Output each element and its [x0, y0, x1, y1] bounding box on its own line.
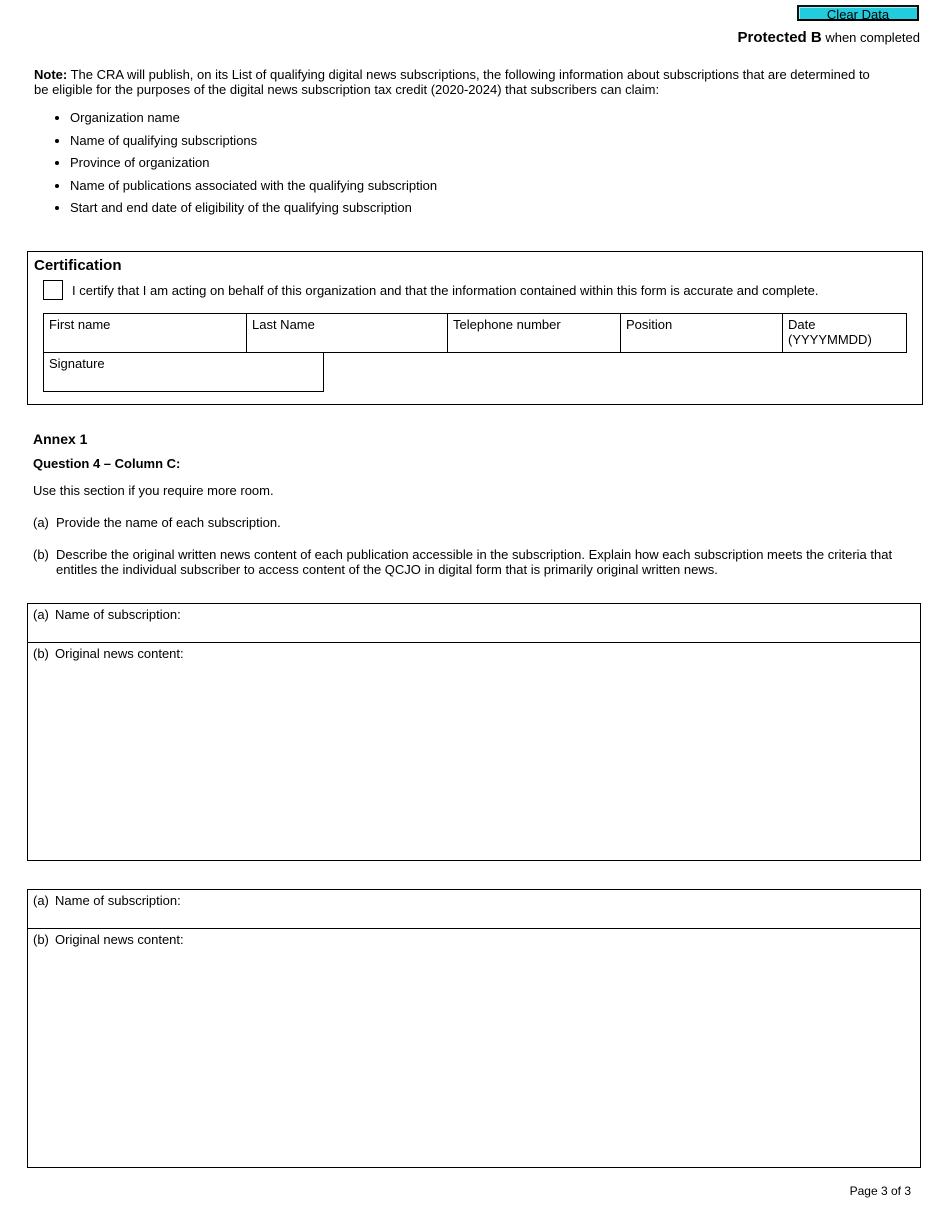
- annex-question: Question 4 – Column C:: [33, 456, 181, 471]
- first-name-label: First name: [49, 317, 111, 332]
- certify-checkbox[interactable]: [43, 280, 63, 300]
- original-news-content-label: (b) Original news content:: [33, 932, 184, 947]
- signature-label: Signature: [49, 356, 105, 371]
- certify-statement: I certify that I am acting on behalf of this organization and that the information contained within this form is accurate and complete.: [72, 283, 819, 298]
- published-info-list: [34, 108, 437, 221]
- telephone-label: Telephone number: [453, 317, 561, 332]
- note-label: Note:: [34, 67, 68, 82]
- item-text: Provide the name of each subscription.: [56, 515, 281, 530]
- subscription-name-field[interactable]: [28, 890, 920, 929]
- date-field[interactable]: [782, 313, 907, 353]
- annex-title: Annex 1: [33, 431, 88, 447]
- subscription-entry-2: [27, 889, 921, 1168]
- certification-title: Certification: [34, 257, 122, 274]
- original-news-content-field[interactable]: [28, 643, 920, 861]
- protected-rest: when completed: [821, 30, 920, 45]
- position-field[interactable]: [620, 313, 783, 353]
- item-letter: (a): [33, 515, 49, 530]
- original-news-content-label: (b) Original news content:: [33, 646, 184, 661]
- subscription-name-label: (a) Name of subscription:: [33, 893, 181, 908]
- note-paragraph: [34, 67, 884, 97]
- list-item: • Name of qualifying subscriptions: [70, 131, 437, 154]
- subscription-entry-1: [27, 603, 921, 861]
- protected-strong: Protected B: [737, 29, 822, 46]
- item-letter: (b): [33, 547, 49, 562]
- original-news-content-field[interactable]: [28, 929, 920, 1168]
- list-item: • Province of organization: [70, 153, 437, 176]
- signature-field[interactable]: [43, 352, 324, 392]
- annex-intro: Use this section if you require more room.: [33, 483, 274, 498]
- protected-b-label: [738, 29, 920, 46]
- last-name-field[interactable]: [246, 313, 448, 353]
- list-item: • Name of publications associated with the qualifying subscription: [70, 176, 437, 199]
- subscription-name-label: (a) Name of subscription:: [33, 607, 181, 622]
- page-number: Page 3 of 3: [849, 1184, 911, 1198]
- subscription-name-field[interactable]: [28, 604, 920, 643]
- list-item: • Start and end date of eligibility of the qualifying subscription: [70, 198, 437, 221]
- last-name-label: Last Name: [252, 317, 315, 332]
- list-item: • Organization name: [70, 108, 437, 131]
- position-label: Position: [626, 317, 673, 332]
- telephone-field[interactable]: [447, 313, 621, 353]
- note-text: The CRA will publish, on its List of qualifying digital news subscriptions, the following information about subscriptions that are determined to be eligible for the purposes of the digital news subscription tax credit (2020-2024) that subscribers can claim:: [34, 67, 870, 97]
- clear-data-button[interactable]: Clear Data: [797, 5, 919, 21]
- first-name-field[interactable]: [43, 313, 247, 353]
- item-text: Describe the original written news content of each publication accessible in the subscription. Explain how each subscription meets the criteria that entitles the individual subscriber to access content of the QCJO in digital form that is primarily original written news.: [56, 547, 893, 577]
- date-label: Date (YYYYMMDD): [788, 317, 872, 347]
